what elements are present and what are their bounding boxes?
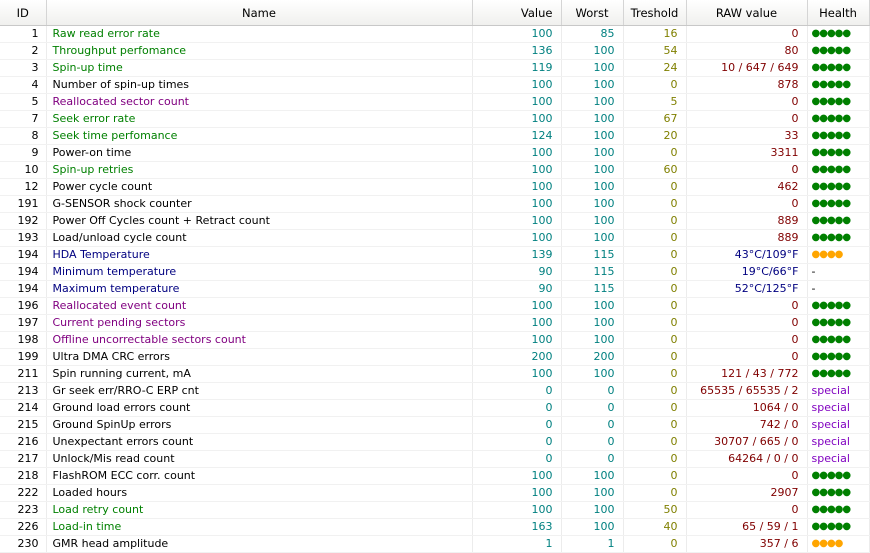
column-header-id[interactable]: ID (0, 0, 46, 26)
table-row[interactable] (0, 519, 869, 536)
attribute-value: 200 (472, 349, 561, 366)
attribute-raw-value: 19°C/66°F (686, 264, 807, 281)
table-row[interactable] (0, 111, 869, 128)
attribute-name: Throughput perfomance (46, 43, 472, 60)
attribute-threshold: 24 (623, 60, 686, 77)
attribute-worst: 100 (561, 196, 623, 213)
attribute-id: 2 (0, 43, 46, 60)
attribute-threshold: 0 (623, 349, 686, 366)
attribute-threshold: 20 (623, 128, 686, 145)
attribute-value: 100 (472, 111, 561, 128)
attribute-threshold: 0 (623, 400, 686, 417)
table-row[interactable] (0, 536, 869, 553)
attribute-id: 216 (0, 434, 46, 451)
attribute-name: Loaded hours (46, 485, 472, 502)
attribute-id: 4 (0, 77, 46, 94)
attribute-value: 0 (472, 417, 561, 434)
attribute-worst: 100 (561, 366, 623, 383)
attribute-health: special (807, 434, 869, 451)
attribute-raw-value: 33 (686, 128, 807, 145)
attribute-worst: 115 (561, 247, 623, 264)
attribute-health: ●●●●● (807, 298, 869, 315)
attribute-raw-value: 0 (686, 502, 807, 519)
attribute-worst: 100 (561, 128, 623, 145)
attribute-value: 100 (472, 485, 561, 502)
attribute-worst: 100 (561, 315, 623, 332)
attribute-name: Spin running current, mA (46, 366, 472, 383)
table-row[interactable] (0, 264, 869, 281)
attribute-threshold: 0 (623, 213, 686, 230)
attribute-id: 194 (0, 264, 46, 281)
table-row[interactable] (0, 26, 869, 43)
attribute-value: 100 (472, 298, 561, 315)
table-row[interactable] (0, 349, 869, 366)
attribute-name: Spin-up time (46, 60, 472, 77)
attribute-health: ●●●●● (807, 162, 869, 179)
table-row[interactable] (0, 162, 869, 179)
attribute-health: ●●●●● (807, 519, 869, 536)
attribute-raw-value: 65 / 59 / 1 (686, 519, 807, 536)
attribute-raw-value: 0 (686, 196, 807, 213)
table-row[interactable] (0, 60, 869, 77)
attribute-threshold: 0 (623, 281, 686, 298)
table-row[interactable] (0, 451, 869, 468)
attribute-threshold: 0 (623, 434, 686, 451)
attribute-health: - (807, 281, 869, 298)
attribute-id: 192 (0, 213, 46, 230)
attribute-id: 215 (0, 417, 46, 434)
attribute-worst: 100 (561, 213, 623, 230)
attribute-raw-value: 462 (686, 179, 807, 196)
attribute-id: 230 (0, 536, 46, 553)
attribute-name: Seek error rate (46, 111, 472, 128)
attribute-id: 10 (0, 162, 46, 179)
attribute-raw-value: 3311 (686, 145, 807, 162)
attribute-threshold: 0 (623, 468, 686, 485)
attribute-name: Unlock/Mis read count (46, 451, 472, 468)
attribute-health: ●●●●● (807, 213, 869, 230)
attribute-raw-value: 1064 / 0 (686, 400, 807, 417)
attribute-name: Minimum temperature (46, 264, 472, 281)
attribute-health: ●●●●● (807, 366, 869, 383)
table-row[interactable] (0, 247, 869, 264)
attribute-threshold: 16 (623, 26, 686, 43)
attribute-name: Ground SpinUp errors (46, 417, 472, 434)
attribute-health: ●●●●● (807, 43, 869, 60)
attribute-value: 100 (472, 502, 561, 519)
attribute-value: 0 (472, 434, 561, 451)
attribute-threshold: 0 (623, 77, 686, 94)
attribute-worst: 0 (561, 451, 623, 468)
attribute-id: 1 (0, 26, 46, 43)
attribute-raw-value: 357 / 6 (686, 536, 807, 553)
attribute-raw-value: 30707 / 665 / 0 (686, 434, 807, 451)
attribute-raw-value: 0 (686, 349, 807, 366)
table-row[interactable] (0, 298, 869, 315)
attribute-health: ●●●●● (807, 94, 869, 111)
attribute-health: ●●●●● (807, 502, 869, 519)
attribute-worst: 100 (561, 179, 623, 196)
table-row[interactable] (0, 315, 869, 332)
attribute-name: Load retry count (46, 502, 472, 519)
attribute-raw-value: 0 (686, 111, 807, 128)
table-body (0, 26, 869, 553)
attribute-value: 0 (472, 451, 561, 468)
attribute-value: 100 (472, 26, 561, 43)
attribute-name: FlashROM ECC corr. count (46, 468, 472, 485)
attribute-raw-value: 0 (686, 315, 807, 332)
attribute-value: 0 (472, 383, 561, 400)
attribute-health: special (807, 400, 869, 417)
attribute-threshold: 50 (623, 502, 686, 519)
attribute-raw-value: 43°C/109°F (686, 247, 807, 264)
attribute-raw-value: 0 (686, 162, 807, 179)
attribute-raw-value: 65535 / 65535 / 2 (686, 383, 807, 400)
attribute-id: 193 (0, 230, 46, 247)
attribute-raw-value: 0 (686, 26, 807, 43)
attribute-health: special (807, 383, 869, 400)
attribute-raw-value: 0 (686, 332, 807, 349)
attribute-name: Seek time perfomance (46, 128, 472, 145)
attribute-id: 226 (0, 519, 46, 536)
table-row[interactable] (0, 485, 869, 502)
table-header-row (0, 0, 869, 26)
table-row[interactable] (0, 179, 869, 196)
attribute-id: 214 (0, 400, 46, 417)
attribute-value: 100 (472, 332, 561, 349)
attribute-threshold: 0 (623, 332, 686, 349)
attribute-name: Number of spin-up times (46, 77, 472, 94)
attribute-name: Maximum temperature (46, 281, 472, 298)
table-row[interactable] (0, 366, 869, 383)
attribute-id: 199 (0, 349, 46, 366)
attribute-worst: 200 (561, 349, 623, 366)
attribute-value: 90 (472, 281, 561, 298)
attribute-value: 136 (472, 43, 561, 60)
attribute-threshold: 0 (623, 264, 686, 281)
attribute-raw-value: 878 (686, 77, 807, 94)
attribute-health: ●●●●● (807, 230, 869, 247)
attribute-name: Current pending sectors (46, 315, 472, 332)
attribute-name: Unexpectant errors count (46, 434, 472, 451)
attribute-worst: 0 (561, 383, 623, 400)
attribute-value: 100 (472, 315, 561, 332)
attribute-threshold: 67 (623, 111, 686, 128)
attribute-value: 0 (472, 400, 561, 417)
attribute-raw-value: 52°C/125°F (686, 281, 807, 298)
attribute-id: 5 (0, 94, 46, 111)
table-row[interactable] (0, 230, 869, 247)
attribute-value: 100 (472, 162, 561, 179)
attribute-value: 100 (472, 179, 561, 196)
table-row[interactable] (0, 43, 869, 60)
attribute-threshold: 0 (623, 383, 686, 400)
attribute-health: ●●●●● (807, 468, 869, 485)
attribute-raw-value: 742 / 0 (686, 417, 807, 434)
attribute-health: ●●●●● (807, 332, 869, 349)
attribute-raw-value: 0 (686, 94, 807, 111)
column-header-threshold[interactable]: Treshold (623, 0, 686, 26)
attribute-threshold: 0 (623, 315, 686, 332)
column-header-worst[interactable]: Worst (561, 0, 623, 26)
attribute-id: 213 (0, 383, 46, 400)
attribute-value: 163 (472, 519, 561, 536)
attribute-id: 217 (0, 451, 46, 468)
table-row[interactable] (0, 213, 869, 230)
attribute-worst: 100 (561, 502, 623, 519)
attribute-health: ●●●●● (807, 485, 869, 502)
attribute-worst: 0 (561, 434, 623, 451)
attribute-value: 139 (472, 247, 561, 264)
attribute-value: 100 (472, 230, 561, 247)
attribute-id: 9 (0, 145, 46, 162)
attribute-value: 100 (472, 213, 561, 230)
attribute-health: ●●●● (807, 247, 869, 264)
attribute-raw-value: 0 (686, 298, 807, 315)
attribute-name: Raw read error rate (46, 26, 472, 43)
table-row[interactable] (0, 94, 869, 111)
attribute-health: special (807, 451, 869, 468)
attribute-worst: 100 (561, 230, 623, 247)
attribute-worst: 100 (561, 298, 623, 315)
attribute-threshold: 0 (623, 179, 686, 196)
attribute-id: 12 (0, 179, 46, 196)
attribute-worst: 100 (561, 519, 623, 536)
attribute-health: special (807, 417, 869, 434)
attribute-worst: 100 (561, 145, 623, 162)
attribute-health: ●●●●● (807, 196, 869, 213)
attribute-health: - (807, 264, 869, 281)
attribute-id: 3 (0, 60, 46, 77)
attribute-id: 222 (0, 485, 46, 502)
attribute-raw-value: 0 (686, 468, 807, 485)
attribute-worst: 100 (561, 94, 623, 111)
column-header-name[interactable]: Name (46, 0, 472, 26)
attribute-health: ●●●●● (807, 315, 869, 332)
attribute-id: 198 (0, 332, 46, 349)
attribute-id: 196 (0, 298, 46, 315)
attribute-threshold: 0 (623, 247, 686, 264)
attribute-value: 124 (472, 128, 561, 145)
table-row[interactable] (0, 502, 869, 519)
attribute-id: 194 (0, 281, 46, 298)
attribute-name: Load/unload cycle count (46, 230, 472, 247)
attribute-threshold: 0 (623, 196, 686, 213)
attribute-threshold: 0 (623, 298, 686, 315)
attribute-threshold: 0 (623, 230, 686, 247)
attribute-value: 119 (472, 60, 561, 77)
attribute-id: 211 (0, 366, 46, 383)
table-row[interactable] (0, 281, 869, 298)
attribute-worst: 100 (561, 332, 623, 349)
attribute-name: HDA Temperature (46, 247, 472, 264)
attribute-health: ●●●●● (807, 145, 869, 162)
table-row[interactable] (0, 400, 869, 417)
table-row[interactable] (0, 145, 869, 162)
attribute-threshold: 0 (623, 417, 686, 434)
attribute-worst: 115 (561, 281, 623, 298)
attribute-name: G-SENSOR shock counter (46, 196, 472, 213)
attribute-id: 7 (0, 111, 46, 128)
attribute-threshold: 60 (623, 162, 686, 179)
attribute-value: 90 (472, 264, 561, 281)
attribute-name: Reallocated sector count (46, 94, 472, 111)
attribute-threshold: 0 (623, 536, 686, 553)
table-row[interactable] (0, 434, 869, 451)
table-row[interactable] (0, 196, 869, 213)
attribute-id: 194 (0, 247, 46, 264)
attribute-name: Power-on time (46, 145, 472, 162)
table-row[interactable] (0, 468, 869, 485)
table-row[interactable] (0, 332, 869, 349)
attribute-id: 8 (0, 128, 46, 145)
attribute-worst: 100 (561, 60, 623, 77)
attribute-worst: 100 (561, 162, 623, 179)
attribute-threshold: 0 (623, 366, 686, 383)
column-header-value[interactable]: Value (472, 0, 561, 26)
attribute-name: GMR head amplitude (46, 536, 472, 553)
attribute-id: 191 (0, 196, 46, 213)
attribute-name: Gr seek err/RRO-C ERP cnt (46, 383, 472, 400)
attribute-value: 100 (472, 94, 561, 111)
attribute-value: 100 (472, 145, 561, 162)
attribute-worst: 100 (561, 43, 623, 60)
attribute-health: ●●●●● (807, 60, 869, 77)
attribute-name: Ground load errors count (46, 400, 472, 417)
attribute-worst: 100 (561, 468, 623, 485)
attribute-health: ●●●●● (807, 77, 869, 94)
attribute-name: Spin-up retries (46, 162, 472, 179)
attribute-value: 100 (472, 196, 561, 213)
attribute-name: Offline uncorrectable sectors count (46, 332, 472, 349)
column-header-health[interactable]: Health (807, 0, 869, 26)
attribute-health: ●●●●● (807, 128, 869, 145)
attribute-value: 100 (472, 366, 561, 383)
attribute-raw-value: 10 / 647 / 649 (686, 60, 807, 77)
attribute-health: ●●●●● (807, 349, 869, 366)
column-header-raw-value[interactable]: RAW value (686, 0, 807, 26)
attribute-id: 218 (0, 468, 46, 485)
attribute-name: Reallocated event count (46, 298, 472, 315)
attribute-raw-value: 80 (686, 43, 807, 60)
table-row[interactable] (0, 128, 869, 145)
attribute-value: 100 (472, 77, 561, 94)
attribute-value: 100 (472, 468, 561, 485)
table-row[interactable] (0, 417, 869, 434)
attribute-value: 1 (472, 536, 561, 553)
attribute-name: Power Off Cycles count + Retract count (46, 213, 472, 230)
attribute-raw-value: 2907 (686, 485, 807, 502)
attribute-raw-value: 889 (686, 213, 807, 230)
table-row[interactable] (0, 77, 869, 94)
attribute-worst: 0 (561, 417, 623, 434)
attribute-raw-value: 64264 / 0 / 0 (686, 451, 807, 468)
attribute-health: ●●●●● (807, 179, 869, 196)
attribute-id: 197 (0, 315, 46, 332)
attribute-worst: 1 (561, 536, 623, 553)
attribute-raw-value: 889 (686, 230, 807, 247)
attribute-health: ●●●●● (807, 111, 869, 128)
attribute-id: 223 (0, 502, 46, 519)
attribute-worst: 100 (561, 111, 623, 128)
attribute-threshold: 5 (623, 94, 686, 111)
attribute-name: Load-in time (46, 519, 472, 536)
attribute-name: Ultra DMA CRC errors (46, 349, 472, 366)
attribute-worst: 85 (561, 26, 623, 43)
table-row[interactable] (0, 383, 869, 400)
attribute-threshold: 40 (623, 519, 686, 536)
attribute-health: ●●●● (807, 536, 869, 553)
attribute-raw-value: 121 / 43 / 772 (686, 366, 807, 383)
attribute-health: ●●●●● (807, 26, 869, 43)
attribute-name: Power cycle count (46, 179, 472, 196)
attribute-worst: 0 (561, 400, 623, 417)
attribute-threshold: 0 (623, 451, 686, 468)
attribute-worst: 115 (561, 264, 623, 281)
attribute-threshold: 0 (623, 485, 686, 502)
attribute-worst: 100 (561, 485, 623, 502)
attribute-threshold: 54 (623, 43, 686, 60)
attribute-threshold: 0 (623, 145, 686, 162)
attribute-worst: 100 (561, 77, 623, 94)
